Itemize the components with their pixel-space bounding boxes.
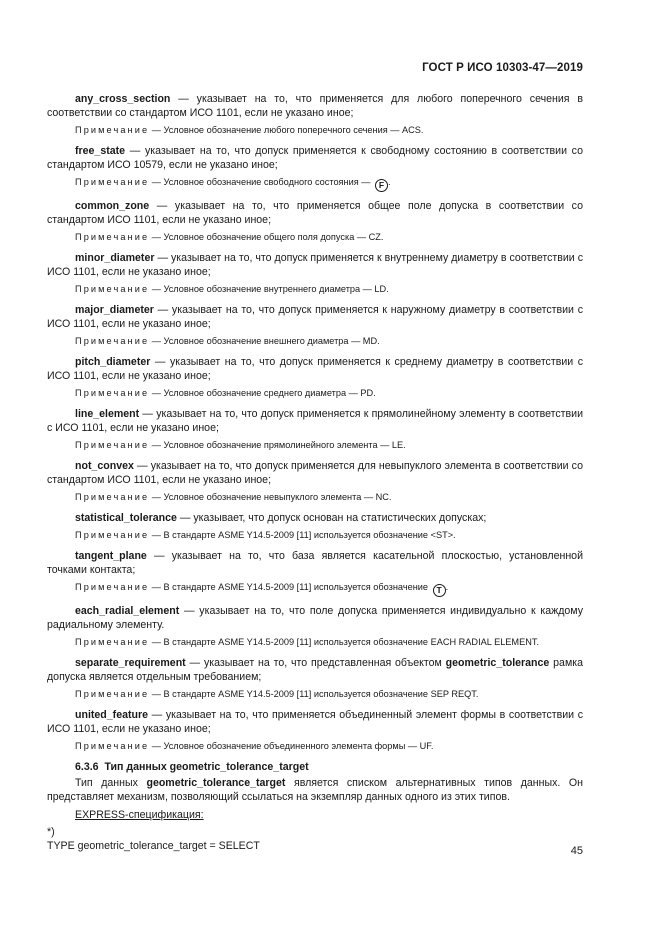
- definition-paragraph: [47, 303, 583, 331]
- term-description: — указывает на то, что база является касательной плоскостью, установленной точками контакта;: [47, 550, 583, 576]
- term: common_zone: [75, 200, 150, 212]
- note-label: Примечание: [75, 689, 150, 699]
- term-description: — указывает на то, что применяется для любого поперечного сечения в соответствии со стандартом ИСО 1101, если не указано иное;: [47, 93, 583, 119]
- definition-paragraph: [47, 355, 583, 383]
- term-description-end: рамка допуска является отдельным требованием;: [47, 657, 583, 683]
- section-text-start: Тип данных: [75, 777, 147, 789]
- term: line_element: [75, 408, 140, 420]
- note: [47, 124, 583, 137]
- definition-paragraph: [47, 708, 583, 736]
- term-description: — указывает на то, что допуск применяется для невыпуклого элемента в соответствии со стандартом ИСО 1101, если не указано иное;: [47, 460, 583, 486]
- note-text: — Условное обозначение внешнего диаметра — MD.: [149, 336, 380, 346]
- term: free_state: [75, 145, 126, 157]
- term: any_cross_section: [75, 93, 171, 105]
- note-label: Примечание: [75, 388, 150, 398]
- term-description: — указывает на то, что применяется объединенный элемент формы в соответствии с ИСО 1101, если не указано иное;: [47, 709, 583, 735]
- page-number: 45: [570, 845, 583, 857]
- note: [47, 231, 583, 244]
- term: not_convex: [75, 460, 134, 472]
- note: [47, 491, 583, 504]
- term-description: — указывает на то, что допуск применяется к среднему диаметру в соответствии с ИСО 1101, если не указано иное;: [47, 356, 583, 382]
- term: united_feature: [75, 709, 148, 721]
- definition-paragraph: [47, 549, 583, 577]
- inline-term: geometric_tolerance_target: [146, 777, 286, 789]
- note-text: — Условное обозначение невыпуклого элемента — NC.: [149, 492, 392, 502]
- note: [47, 283, 583, 296]
- express-spec-label: EXPRESS-спецификация:: [75, 809, 204, 821]
- definition-paragraph: [47, 144, 583, 172]
- note-text: — Условное обозначение внутреннего диаметра — LD.: [149, 284, 389, 294]
- term: separate_requirement: [75, 657, 186, 669]
- note-label: Примечание: [75, 125, 150, 135]
- term: minor_diameter: [75, 252, 155, 264]
- note-text: — В стандарте ASME Y14.5-2009 [11] используется обозначение SEP REQT.: [149, 689, 479, 699]
- inline-term: geometric_tolerance: [445, 657, 550, 669]
- note: [47, 335, 583, 348]
- note: [47, 176, 583, 192]
- definition-paragraph: [47, 407, 583, 435]
- definition-paragraph: [47, 199, 583, 227]
- code-line: *): [47, 826, 55, 838]
- note-label: Примечание: [75, 741, 150, 751]
- note-text: — В стандарте ASME Y14.5-2009 [11] используется обозначение <ST>.: [149, 530, 456, 540]
- section-heading: [47, 760, 583, 774]
- note-text: — Условное обозначение среднего диаметра — PD.: [149, 388, 376, 398]
- note-label: Примечание: [75, 530, 150, 540]
- term: major_diameter: [75, 304, 154, 316]
- note-label: Примечание: [75, 177, 150, 187]
- note-end: .: [445, 582, 449, 592]
- note-label: Примечание: [75, 492, 150, 502]
- definition-paragraph: [47, 251, 583, 279]
- note: [47, 688, 583, 701]
- page-content: [47, 92, 583, 853]
- definition-paragraph: [47, 656, 583, 684]
- note-end: .: [388, 177, 391, 187]
- note-label: Примечание: [75, 582, 150, 592]
- term-description: — указывает на то, что применяется общее поле допуска в соответствии со стандартом ИСО 1101, если не указано иное;: [47, 200, 583, 226]
- term: each_radial_element: [75, 605, 180, 617]
- definition-paragraph: [47, 459, 583, 487]
- note-text: — В стандарте ASME Y14.5-2009 [11] используется обозначение: [149, 582, 429, 592]
- section-text-end: является списком альтернативных типов данных. Он представляет механизм, позволяющий ссылаться на экземпляр данных одного из этих типов.: [47, 777, 583, 803]
- term: statistical_tolerance: [75, 512, 177, 524]
- note: [47, 581, 583, 597]
- term-description: — указывает на то, что поле допуска применяется индивидуально к каждому радиальному элементу.: [47, 605, 583, 631]
- definition-paragraph: [47, 511, 583, 525]
- term-description: — указывает на то, что представленная объектом: [185, 657, 446, 669]
- section-title: Тип данных geometric_tolerance_target: [104, 761, 309, 773]
- definition-paragraph: [47, 92, 583, 120]
- term-description: — указывает, что допуск основан на статистических допусках;: [176, 512, 487, 524]
- tangent-plane-symbol-icon: T: [433, 584, 446, 597]
- note: [47, 636, 583, 649]
- free-state-symbol-icon: F: [375, 179, 388, 192]
- note-label: Примечание: [75, 336, 150, 346]
- term-description: — указывает на то, что допуск применяется к наружному диаметру в соответствии с ИСО 1101, если не указано иное;: [47, 304, 583, 330]
- term-description: — указывает на то, что допуск применяется к прямолинейному элементу в соответствии с ИСО 1101, если не указано иное;: [47, 408, 583, 434]
- note-text: — Условное обозначение прямолинейного элемента — LE.: [149, 440, 406, 450]
- note-label: Примечание: [75, 440, 150, 450]
- section-number: 6.3.6: [75, 761, 99, 773]
- note-text: — В стандарте ASME Y14.5-2009 [11] используется обозначение EACH RADIAL ELEMENT.: [149, 637, 539, 647]
- term: pitch_diameter: [75, 356, 151, 368]
- definition-paragraph: [47, 604, 583, 632]
- note-text: — Условное обозначение объединенного элемента формы — UF.: [149, 741, 434, 751]
- note: [47, 439, 583, 452]
- term-description: — указывает на то, что допуск применяется к внутреннему диаметру в соответствии с ИСО 1101, если не указано иное;: [47, 252, 583, 278]
- note-label: Примечание: [75, 232, 150, 242]
- note-label: Примечание: [75, 284, 150, 294]
- note-text: — Условное обозначение свободного состояния —: [149, 177, 371, 187]
- note: [47, 529, 583, 542]
- note-text: — Условное обозначение любого поперечного сечения — ACS.: [149, 125, 424, 135]
- note: [47, 387, 583, 400]
- note-text: — Условное обозначение общего поля допуска — CZ.: [149, 232, 384, 242]
- code-line: TYPE geometric_tolerance_target = SELECT: [47, 840, 260, 852]
- note: [47, 740, 583, 753]
- document-header: ГОСТ Р ИСО 10303-47—2019: [422, 62, 583, 74]
- term: tangent_plane: [75, 550, 147, 562]
- note-label: Примечание: [75, 637, 150, 647]
- section-paragraph: [47, 776, 583, 804]
- term-description: — указывает на то, что допуск применяется к свободному состоянию в соответствии со стандартом ИСО 10579, если не указано иное;: [47, 145, 583, 171]
